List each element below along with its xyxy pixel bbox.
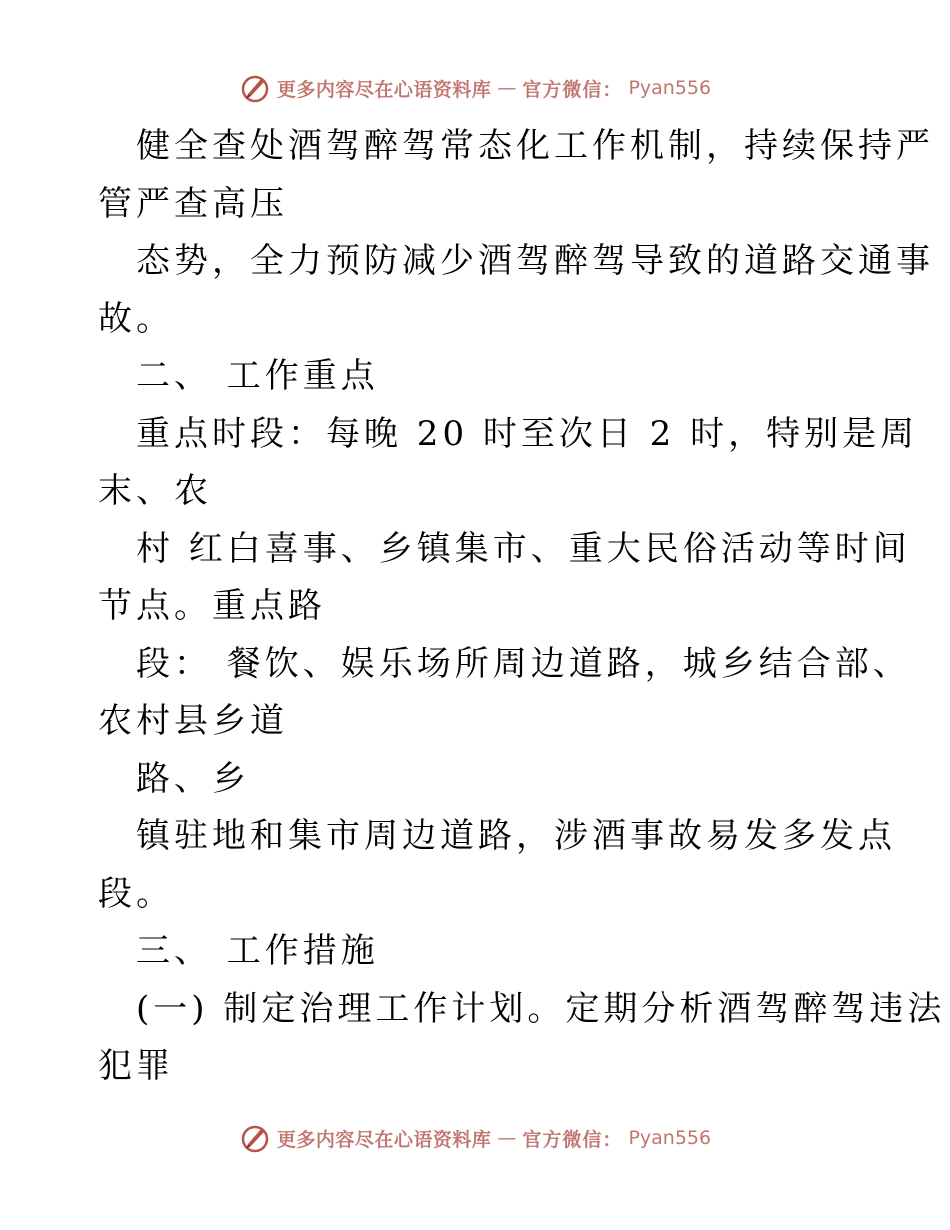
paragraph-line: 管严查高压: [98, 183, 288, 224]
watermark-text: 更多内容尽在心语资料库: [276, 78, 492, 101]
paragraph-line: 农村县乡道: [98, 701, 288, 741]
paragraph-line: 村 红白喜事、乡镇集市、重大民俗活动等时间: [136, 528, 911, 569]
quill-pen-logo-icon: [239, 72, 271, 104]
watermark-wechat-id: Pyan556: [628, 1127, 712, 1149]
paragraph-line: 犯罪: [98, 1046, 174, 1086]
watermark-label: 官方微信：: [522, 1128, 623, 1151]
watermark-dash: —: [497, 77, 517, 99]
paragraph-line: 镇驻地和集市周边道路，涉酒事故易发多发点: [136, 816, 896, 856]
footer-watermark: [0, 1122, 950, 1154]
watermark-dash: —: [497, 1127, 517, 1149]
document-body: [98, 118, 946, 1096]
quill-pen-logo-icon: [239, 1122, 271, 1154]
paragraph-line: (一) 制定治理工作计划。定期分析酒驾醉驾违法: [136, 988, 946, 1029]
section-heading: 二、 工作重点: [136, 356, 379, 396]
paragraph-line: 态势，全力预防减少酒驾醉驾导致的道路交通事: [136, 241, 934, 281]
paragraph-line: 健全查处酒驾醉驾常态化工作机制，持续保持严: [136, 126, 934, 166]
paragraph-line: 节点。重点路: [98, 586, 326, 626]
paragraph-line: 重点时段：每晚 20 时至次日 2 时，特别是周: [136, 413, 919, 454]
header-watermark: [0, 72, 950, 104]
paragraph-line: 故。: [98, 298, 174, 339]
paragraph-line: 路、乡: [136, 758, 250, 799]
watermark-wechat-id: Pyan556: [628, 77, 712, 99]
section-heading: 三、 工作措施: [136, 931, 379, 971]
watermark-text: 更多内容尽在心语资料库: [276, 1128, 492, 1151]
watermark-label: 官方微信：: [522, 78, 623, 101]
paragraph-line: 段： 餐饮、娱乐场所周边道路，城乡结合部、: [136, 643, 911, 684]
paragraph-line: 末、农: [98, 471, 212, 511]
paragraph-line: 段。: [98, 873, 174, 914]
